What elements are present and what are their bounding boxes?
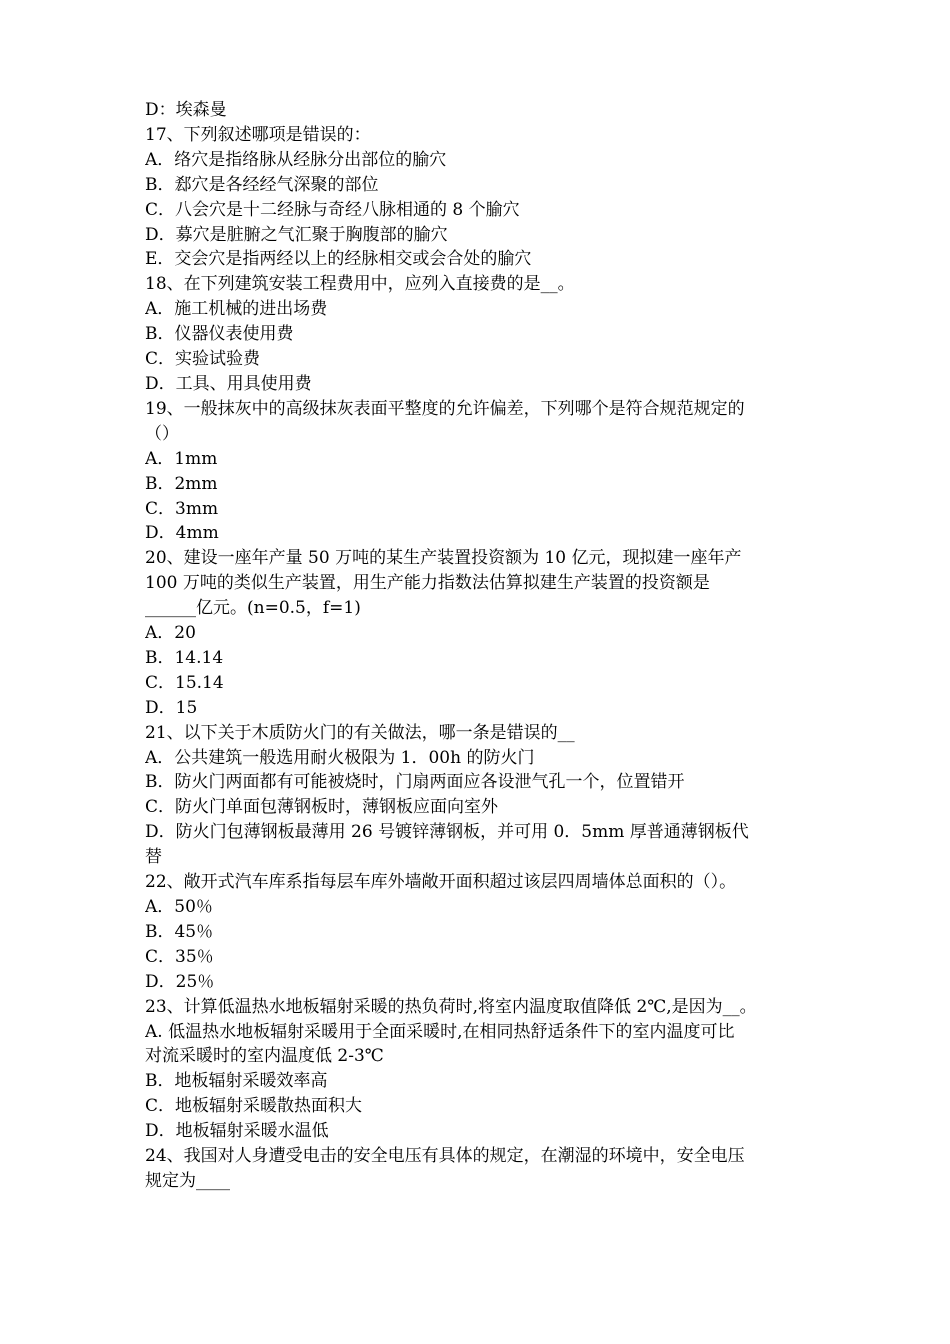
question-23: 23、计算低温热水地板辐射采暖的热负荷时,将室内温度取值降低 2℃,是因为__。: [145, 996, 757, 1017]
option-a: A．络穴是指络脉从经脉分出部位的腧穴: [145, 149, 447, 170]
question-21: 21、以下关于木质防火门的有关做法，哪一条是错误的__: [145, 722, 575, 743]
option-a: A．施工机械的进出场费: [145, 299, 328, 320]
option-b: B．45％: [145, 921, 214, 942]
question-20: 20、建设一座年产量 50 万吨的某生产装置投资额为 10 亿元，现拟建一座年产: [145, 548, 742, 569]
question-20-continued: ______亿元。(n=0.5，f=1): [145, 598, 361, 619]
question-24: 24、我国对人身遭受电击的安全电压有具体的规定，在潮湿的环境中，安全电压: [145, 1146, 745, 1167]
question-19-continued: （）: [145, 423, 179, 444]
option-a: A．20: [145, 623, 196, 644]
option-d: D．地板辐射采暖水温低: [145, 1121, 329, 1142]
option-b: B．郄穴是各经经气深聚的部位: [145, 174, 379, 195]
option-c: C．35％: [145, 946, 214, 967]
option-b: B．仪器仪表使用费: [145, 324, 294, 345]
option-b: B．2mm: [145, 473, 218, 494]
text-line: D：埃森曼: [145, 100, 227, 120]
question-22: 22、敞开式汽车库系指每层车库外墙敞开面积超过该层四周墙体总面积的（）。: [145, 872, 737, 893]
option-c: C．防火门单面包薄钢板时，薄钢板应面向室外: [145, 797, 499, 818]
option-b: B．防火门两面都有可能被烧时，门扇两面应各设泄气孔一个，位置错开: [145, 772, 685, 793]
question-20-continued: 100 万吨的类似生产装置，用生产能力指数法估算拟建生产装置的投资额是: [145, 573, 710, 594]
option-d: D．4mm: [145, 523, 219, 544]
option-d: D．15: [145, 697, 198, 718]
option-a: A. 低温热水地板辐射采暖用于全面采暖时,在相同热舒适条件下的室内温度可比: [145, 1021, 735, 1042]
option-c: C．实验试验费: [145, 349, 261, 370]
option-d: D．25％: [145, 971, 215, 992]
option-d-continued: 替: [145, 847, 162, 868]
question-24-continued: 规定为____: [145, 1170, 230, 1191]
option-a-continued: 对流采暖时的室内温度低 2-3℃: [145, 1046, 384, 1067]
option-c: C．15.14: [145, 672, 224, 693]
option-a: A．50％: [145, 897, 213, 917]
option-d: D．工具、用具使用费: [145, 373, 312, 394]
option-b: B．地板辐射采暖效率高: [145, 1071, 328, 1092]
option-c: C．地板辐射采暖散热面积大: [145, 1096, 363, 1117]
option-c: C．3mm: [145, 498, 219, 519]
option-d: D．募穴是脏腑之气汇聚于胸腹部的腧穴: [145, 224, 448, 245]
option-e: E．交会穴是指两经以上的经脉相交或会合处的腧穴: [145, 249, 532, 270]
question-17: 17、下列叙述哪项是错误的：: [145, 124, 371, 145]
question-18: 18、在下列建筑安装工程费用中，应列入直接费的是__。: [145, 274, 575, 295]
option-a: A．1mm: [145, 448, 218, 469]
option-b: B．14.14: [145, 647, 224, 668]
option-a: A．公共建筑一般选用耐火极限为 1．00h 的防火门: [145, 747, 535, 768]
question-19: 19、一般抹灰中的高级抹灰表面平整度的允许偏差，下列哪个是符合规范规定的: [145, 398, 745, 419]
option-c: C．八会穴是十二经脉与奇经八脉相通的 8 个腧穴: [145, 199, 520, 220]
option-d: D．防火门包薄钢板最薄用 26 号镀锌薄钢板，并可用 0．5mm 厚普通薄钢板代: [145, 822, 749, 843]
